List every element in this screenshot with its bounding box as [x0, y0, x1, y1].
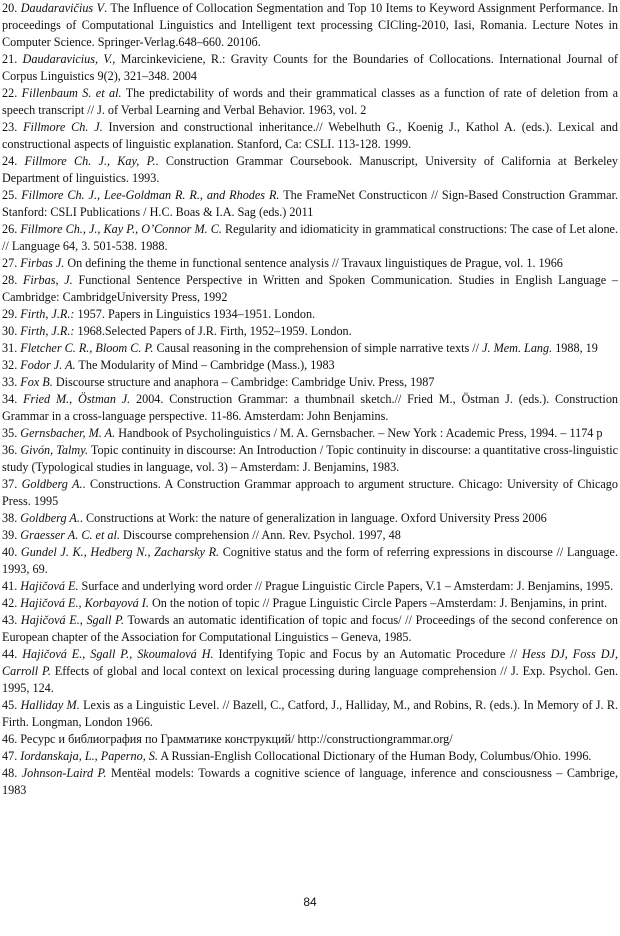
- reference-entry: [2, 85, 618, 119]
- reference-author: Goldberg A.: [20, 511, 80, 525]
- reference-entry: [2, 374, 618, 391]
- reference-number: 21.: [2, 52, 18, 66]
- reference-entry: [2, 272, 618, 306]
- reference-author: Firth, J.R.:: [20, 307, 75, 321]
- reference-text: Cognitive status and the form of referring expressions in discourse // Language. 1993, 69.: [2, 545, 618, 576]
- reference-number: 48.: [2, 766, 18, 780]
- reference-entry: [2, 476, 618, 510]
- reference-text: Mentëal models: Towards a cognitive science of language, inference and consciousness – Cambrige, 1983: [2, 766, 619, 797]
- reference-number: 23.: [2, 120, 18, 134]
- reference-entry: [2, 51, 618, 85]
- reference-author: Halliday M.: [20, 698, 80, 712]
- reference-text: Functional Sentence Perspective in Written and Spoken Communication. Studies in English Language – Cambridge: CambridgeUniversity Press, 1992: [2, 273, 618, 304]
- reference-entry: [2, 731, 618, 748]
- reference-author: Iordanskaja, L., Paperno, S.: [20, 749, 158, 763]
- reference-author: Hajičová E., Korbayová I.: [20, 596, 149, 610]
- reference-number: 31.: [2, 341, 18, 355]
- reference-number: 40.: [2, 545, 18, 559]
- reference-text: , Marcinkeviciene, R.: Gravity Counts for the Boundaries of Collocations. International Journal of Corpus Linguistics 9(2), 321–348. 2004: [2, 52, 618, 83]
- reference-number: 26.: [2, 222, 18, 236]
- reference-italic-text: J. Mem. Lang.: [482, 341, 553, 355]
- reference-author: Firbas J.: [20, 256, 65, 270]
- reference-author: Hajičová E., Sgall P., Skoumalová H.: [22, 647, 214, 661]
- reference-text: . The Influence of Collocation Segmentation and Top 10 Items to Keyword Assignment Performance. In proceedings of Computational Linguistics and Intelligent text processing CICling-2010, Iasi, Romania. Lecture Notes in Computer Science. Springer-Verlag.648–660. 2010б.: [2, 1, 619, 49]
- reference-number: 39.: [2, 528, 18, 542]
- reference-entry: [2, 425, 618, 442]
- reference-entry: [2, 0, 618, 51]
- reference-author: Goldberg A.: [21, 477, 83, 491]
- reference-text: Handbook of Psycholinguistics / M. A. Gernsbacher. – New York : Academic Press, 1994. – 1174 p: [115, 426, 603, 440]
- reference-text: The Modularity of Mind – Cambridge (Mass.), 1983: [75, 358, 335, 372]
- reference-entry: [2, 765, 618, 799]
- reference-author: Hajičová E., Sgall P.: [20, 613, 125, 627]
- reference-author: Gernsbacher, M. A.: [20, 426, 116, 440]
- reference-number: 38.: [2, 511, 18, 525]
- reference-text: Discourse structure and anaphora – Cambridge: Cambridge Univ. Press, 1987: [52, 375, 435, 389]
- reference-entry: [2, 187, 618, 221]
- reference-number: 30.: [2, 324, 18, 338]
- reference-author: Firth, J.R.:: [20, 324, 75, 338]
- reference-entry: [2, 578, 618, 595]
- reference-text-tail: Effects of global and local context on lexical processing during language comprehension // J. Exp. Psychol. Gen. 1995, 124.: [2, 664, 619, 695]
- reference-text: The FrameNet Constructicon // Sign-Based Construction Grammar. Stanford: CSLI Publications / H.C. Boas & I.A. Sag (eds.) 2011: [2, 188, 618, 219]
- reference-author: Firbas, J.: [22, 273, 73, 287]
- reference-number: 37.: [2, 477, 18, 491]
- reference-entry: [2, 697, 618, 731]
- reference-entry: [2, 153, 618, 187]
- reference-number: 36.: [2, 443, 18, 457]
- reference-number: 29.: [2, 307, 18, 321]
- reference-italic-text: Hess DJ, Foss DJ, Carroll P.: [2, 647, 618, 678]
- reference-number: 28.: [2, 273, 18, 287]
- reference-text: Lexis as a Linguistic Level. // Bazell, C., Catford, J., Halliday, M., and Robins, R. (eds.). In Memory of J. R. Firth. Longman, London 1966.: [2, 698, 619, 729]
- reference-text: . Constructions at Work: the nature of generalization in language. Oxford University Press 2006: [79, 511, 547, 525]
- reference-entry: [2, 340, 618, 357]
- reference-number: 43.: [2, 613, 18, 627]
- reference-author: Fletcher C. R., Bloom C. P.: [20, 341, 154, 355]
- reference-text: 1957. Papers in Linguistics 1934–1951. London.: [74, 307, 316, 321]
- reference-text: Regularity and idiomaticity in grammatical constructions: The case of Let alone. // Language 64, 3. 501-538. 1988.: [2, 222, 618, 253]
- reference-author: Hajičová E.: [20, 579, 79, 593]
- reference-author: Fillmore Ch. J.: [23, 120, 103, 134]
- reference-number: 32.: [2, 358, 18, 372]
- reference-number: 34.: [2, 392, 18, 406]
- reference-entry: [2, 442, 618, 476]
- page-number: 84: [303, 895, 317, 909]
- reference-author: Fillenbaum S. et al.: [21, 86, 122, 100]
- reference-entry: [2, 595, 618, 612]
- reference-text-tail: 1988, 19: [552, 341, 598, 355]
- reference-author: Daudaravicius, V.: [22, 52, 113, 66]
- reference-number: 41.: [2, 579, 18, 593]
- reference-text: A Russian-English Collocational Dictionary of the Human Body, Columbus/Ohio. 1996.: [157, 749, 592, 763]
- reference-entry: [2, 323, 618, 340]
- reference-entry: [2, 748, 618, 765]
- reference-entry: [2, 527, 618, 544]
- reference-text: 2004. Construction Grammar: a thumbnail sketch.// Fried M., Östman J. (eds.). Construction Grammar in a cross-language perspective. 11-86. Amsterdam: John Benjamins.: [2, 392, 619, 423]
- reference-text: . Construction Grammar Coursebook. Manuscript, University of California at Berkeley Department of linguistics. 1993.: [2, 154, 618, 185]
- reference-author: Gundel J. K., Hedberg N., Zacharsky R.: [20, 545, 220, 559]
- reference-text: Causal reasoning in the comprehension of simple narrative texts //: [153, 341, 483, 355]
- reference-text: Discourse comprehension // Ann. Rev. Psychol. 1997, 48: [119, 528, 401, 542]
- reference-author: Fox B.: [20, 375, 53, 389]
- reference-number: 45.: [2, 698, 18, 712]
- reference-author: Fillmore Ch. J., Kay, P.: [24, 154, 156, 168]
- reference-text: The predictability of words and their grammatical classes as a function of rate of deletion from a speech transcript // J. of Verbal Learning and Verbal Behavior. 1963, vol. 2: [2, 86, 618, 117]
- reference-number: 44.: [2, 647, 18, 661]
- reference-entry: [2, 357, 618, 374]
- reference-author: Givón, Talmy.: [20, 443, 88, 457]
- reference-entry: [2, 119, 618, 153]
- reference-number: 42.: [2, 596, 18, 610]
- reference-entry: [2, 646, 618, 697]
- reference-list: [2, 0, 618, 799]
- reference-number: 46.: [2, 732, 18, 746]
- reference-entry: [2, 544, 618, 578]
- reference-number: 47.: [2, 749, 18, 763]
- reference-entry: [2, 255, 618, 272]
- reference-number: 27.: [2, 256, 18, 270]
- reference-author: Johnson-Laird P.: [21, 766, 107, 780]
- reference-text: 1968.Selected Papers of J.R. Firth, 1952–1959. London.: [74, 324, 352, 338]
- reference-author: Fillmore Ch. J., Lee-Goldman R. R., and Rhodes R.: [21, 188, 280, 202]
- reference-text: Surface and underlying word order // Prague Linguistic Circle Papers, V.1 – Amsterdam: J. Benjamins, 1995.: [78, 579, 614, 593]
- reference-number: 35.: [2, 426, 18, 440]
- reference-entry: [2, 510, 618, 527]
- reference-text: On defining the theme in functional sentence analysis // Travaux linguistiques de Prague, vol. 1. 1966: [64, 256, 563, 270]
- reference-author: Fillmore Ch., J., Kay P., O’Connor M. C.: [20, 222, 222, 236]
- reference-author: Graesser A. C. et al.: [20, 528, 120, 542]
- reference-entry: [2, 306, 618, 323]
- reference-text: Inversion and constructional inheritance.// Webelhuth G., Koenig J., Kathol A. (eds.). Lexical and constructional aspects of linguistic explanation. Stanford, Ca: CSLI. 113-128. 1999.: [2, 120, 618, 151]
- reference-text: Topic continuity in discourse: An Introduction / Topic continuity in discourse: a quantitative cross-linguistic study (Typological studies in language, vol. 3) – Amsterdam: J. Benjamins, 1983.: [2, 443, 618, 474]
- reference-text: Towards an automatic identification of topic and focus/ // Proceedings of the second conference on European chapter of the Association for Computational Linguistics – Geneva, 1985.: [2, 613, 619, 644]
- reference-number: 22.: [2, 86, 18, 100]
- reference-number: 24.: [2, 154, 18, 168]
- reference-text: On the notion of topic // Prague Linguistic Circle Papers –Amsterdam: J. Benjamins, in print.: [148, 596, 608, 610]
- reference-author: Fodor J. A.: [20, 358, 76, 372]
- reference-entry: [2, 221, 618, 255]
- reference-text: . Constructions. A Construction Grammar approach to argument structure. Chicago: University of Chicago Press. 1995: [2, 477, 618, 508]
- reference-text: Ресурс и библиография по Грамматике конструкций/ http://constructiongrammar.org/: [20, 732, 453, 746]
- reference-author: Fried M., Östman J.: [23, 392, 131, 406]
- reference-number: 25.: [2, 188, 18, 202]
- reference-entry: [2, 391, 618, 425]
- reference-author: Daudaravičius V: [20, 1, 105, 15]
- reference-text: Identifying Topic and Focus by an Automatic Procedure //: [213, 647, 522, 661]
- reference-number: 20.: [2, 1, 18, 15]
- reference-entry: [2, 612, 618, 646]
- reference-number: 33.: [2, 375, 18, 389]
